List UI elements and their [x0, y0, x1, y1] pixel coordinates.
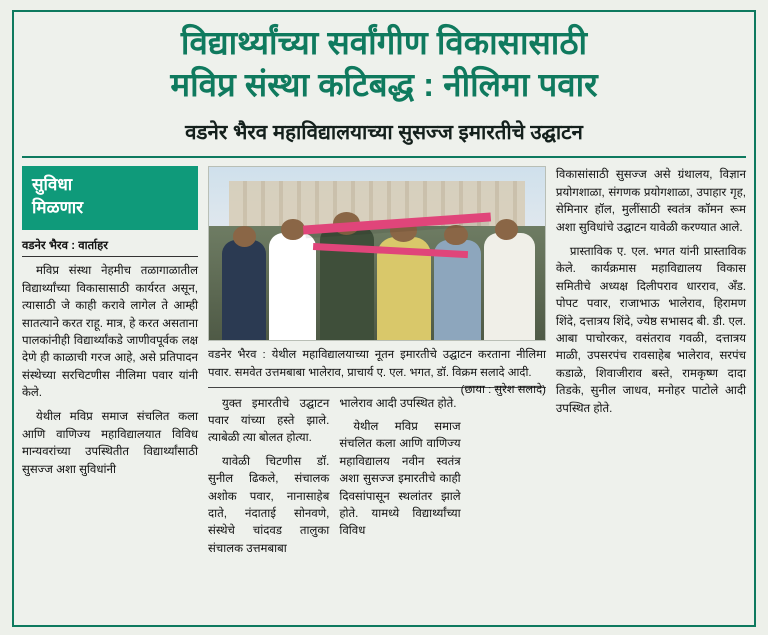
body-paragraph: भालेराव आदी उपस्थित होते. [339, 396, 457, 410]
column-left [22, 166, 198, 557]
headline [22, 18, 746, 108]
feature-badge-line-2: मिळणार [32, 198, 84, 218]
body-paragraph: येथील मविप्र समाज संचलित कला आणि वाणिज्य महाविद्यालय नवीन स्वतंत्र अशा सुसज्ज इमारतीचे काही दिवसांपासून स्थलांतर झाले होते. यामध्ये विद्यार्थ्यांच्या विविध [339, 420, 461, 538]
ribbon-cutting-photo [208, 166, 546, 341]
byline: वडनेर भैरव : वार्ताहर [22, 238, 198, 257]
photo-figure [269, 233, 316, 340]
column-center [208, 166, 546, 557]
body-paragraph: विकासांसाठी सुसज्ज असे ग्रंथालय, विज्ञान प्रयोगशाळा, संगणक प्रयोगशाळा, उपाहार गृह, सेमिनार हॉल, मुलींसाठी स्वतंत्र कॉमन रूम अशा सुविधांचे उद्घाटन यावेळी करण्यात आले. [555, 168, 746, 234]
feature-badge-line-1: सुविधा [32, 175, 73, 195]
subheadline: वडनेर भैरव महाविद्यालयाच्या सुसज्ज इमारतीचे उद्घाटन [185, 121, 583, 145]
article-frame [12, 10, 756, 627]
header-divider [22, 156, 746, 158]
feature-badge [22, 166, 198, 230]
photo-figure-head [233, 226, 257, 247]
photo-figure-head [444, 225, 468, 246]
body-paragraph: मविप्र संस्था नेहमीच तळागाळातील विद्यार्थ्यांच्या विकासासाठी कार्यरत असून, त्यासाठी जे काही करावे लागेल ते आम्ही सातत्याने करत राहू. मात्र, हे करत असताना पालकांनीही विद्यार्थ्यांकडे जाणीवपूर्वक लक्ष देणे ही काळाची गरज आहे, असे प्रतिपादन संस्थेच्या सरचिटणीस नीलिमा पवार यांनी केले. [22, 264, 198, 400]
body-paragraph: युक्त इमारतीचे उद्घाटन पवार यांच्या हस्ते झाले. त्याबेळी त्या बोलत होत्या. [208, 396, 330, 445]
photo-block [208, 166, 546, 396]
body-paragraph: येथील मविप्र समाज संचलित कला आणि वाणिज्य महाविद्यालयात विविध मान्यवरांच्या उपस्थितीत विद्यार्थ्यांसाठी सुसज्ज अशा सुविधांनी [22, 410, 198, 476]
caption-body-columns [208, 395, 461, 558]
photo-figure [484, 233, 534, 340]
body-paragraph: यावेळी चिटणीस डॉ. सुनील ढिकले, संचालक अशोक पवार, नानासाहेब दाते, नंदाताई सोनवणे, संस्थेचे चांदवड तालुका संचालक उत्तमबाबा [208, 454, 330, 555]
article-columns [22, 164, 746, 557]
photo-figure-head [281, 219, 305, 240]
photo-figure [222, 240, 266, 340]
photo-figure-head [495, 219, 519, 240]
headline-line-1: विद्यार्थ्यांच्या सर्वांगीण विकासासाठी [180, 24, 588, 61]
body-paragraph: प्रास्ताविक ए. एल. भगत यांनी प्रास्ताविक केले. कार्यक्रमास महाविद्यालय विकास समितीचे अध्यक्ष दिलीपराव धारराव, अँड. पोपट पवार, राजाभाऊ भालेराव, हिरामण शिंदे, दत्तात्रय शिंदे, ज्येष्ठ सभासद बी. डी. एल. आबा पाचोरकर, वसंतराव गवळी, दत्तात्रय माळी, उपसरपंच रावसाहेब भालेराव, सरपंच कडाळे, शिवाजीराव बस्ते, रामकृष्ण दादा तिडके, सुनील जाधव, मनोहर पाटोले आदी उपस्थित होते. [555, 245, 746, 415]
column-right [556, 166, 746, 557]
photo-caption-text: वडनेर भैरव : येथील महाविद्यालयाच्या नूतन इमारतीचे उद्घाटन करताना नीलिमा पवार. समवेत उत्तमबाबा भालेराव, प्राचार्य ए. एल. भगत, डॉ. विक्रम सलादे आदी. [208, 349, 546, 379]
headline-line-2: मविप्र संस्था कटिबद्ध : नीलिमा पवार [170, 66, 598, 104]
photo-credit: (छाया : सुरेश सलादे) [460, 383, 546, 396]
photo-caption [208, 341, 546, 396]
